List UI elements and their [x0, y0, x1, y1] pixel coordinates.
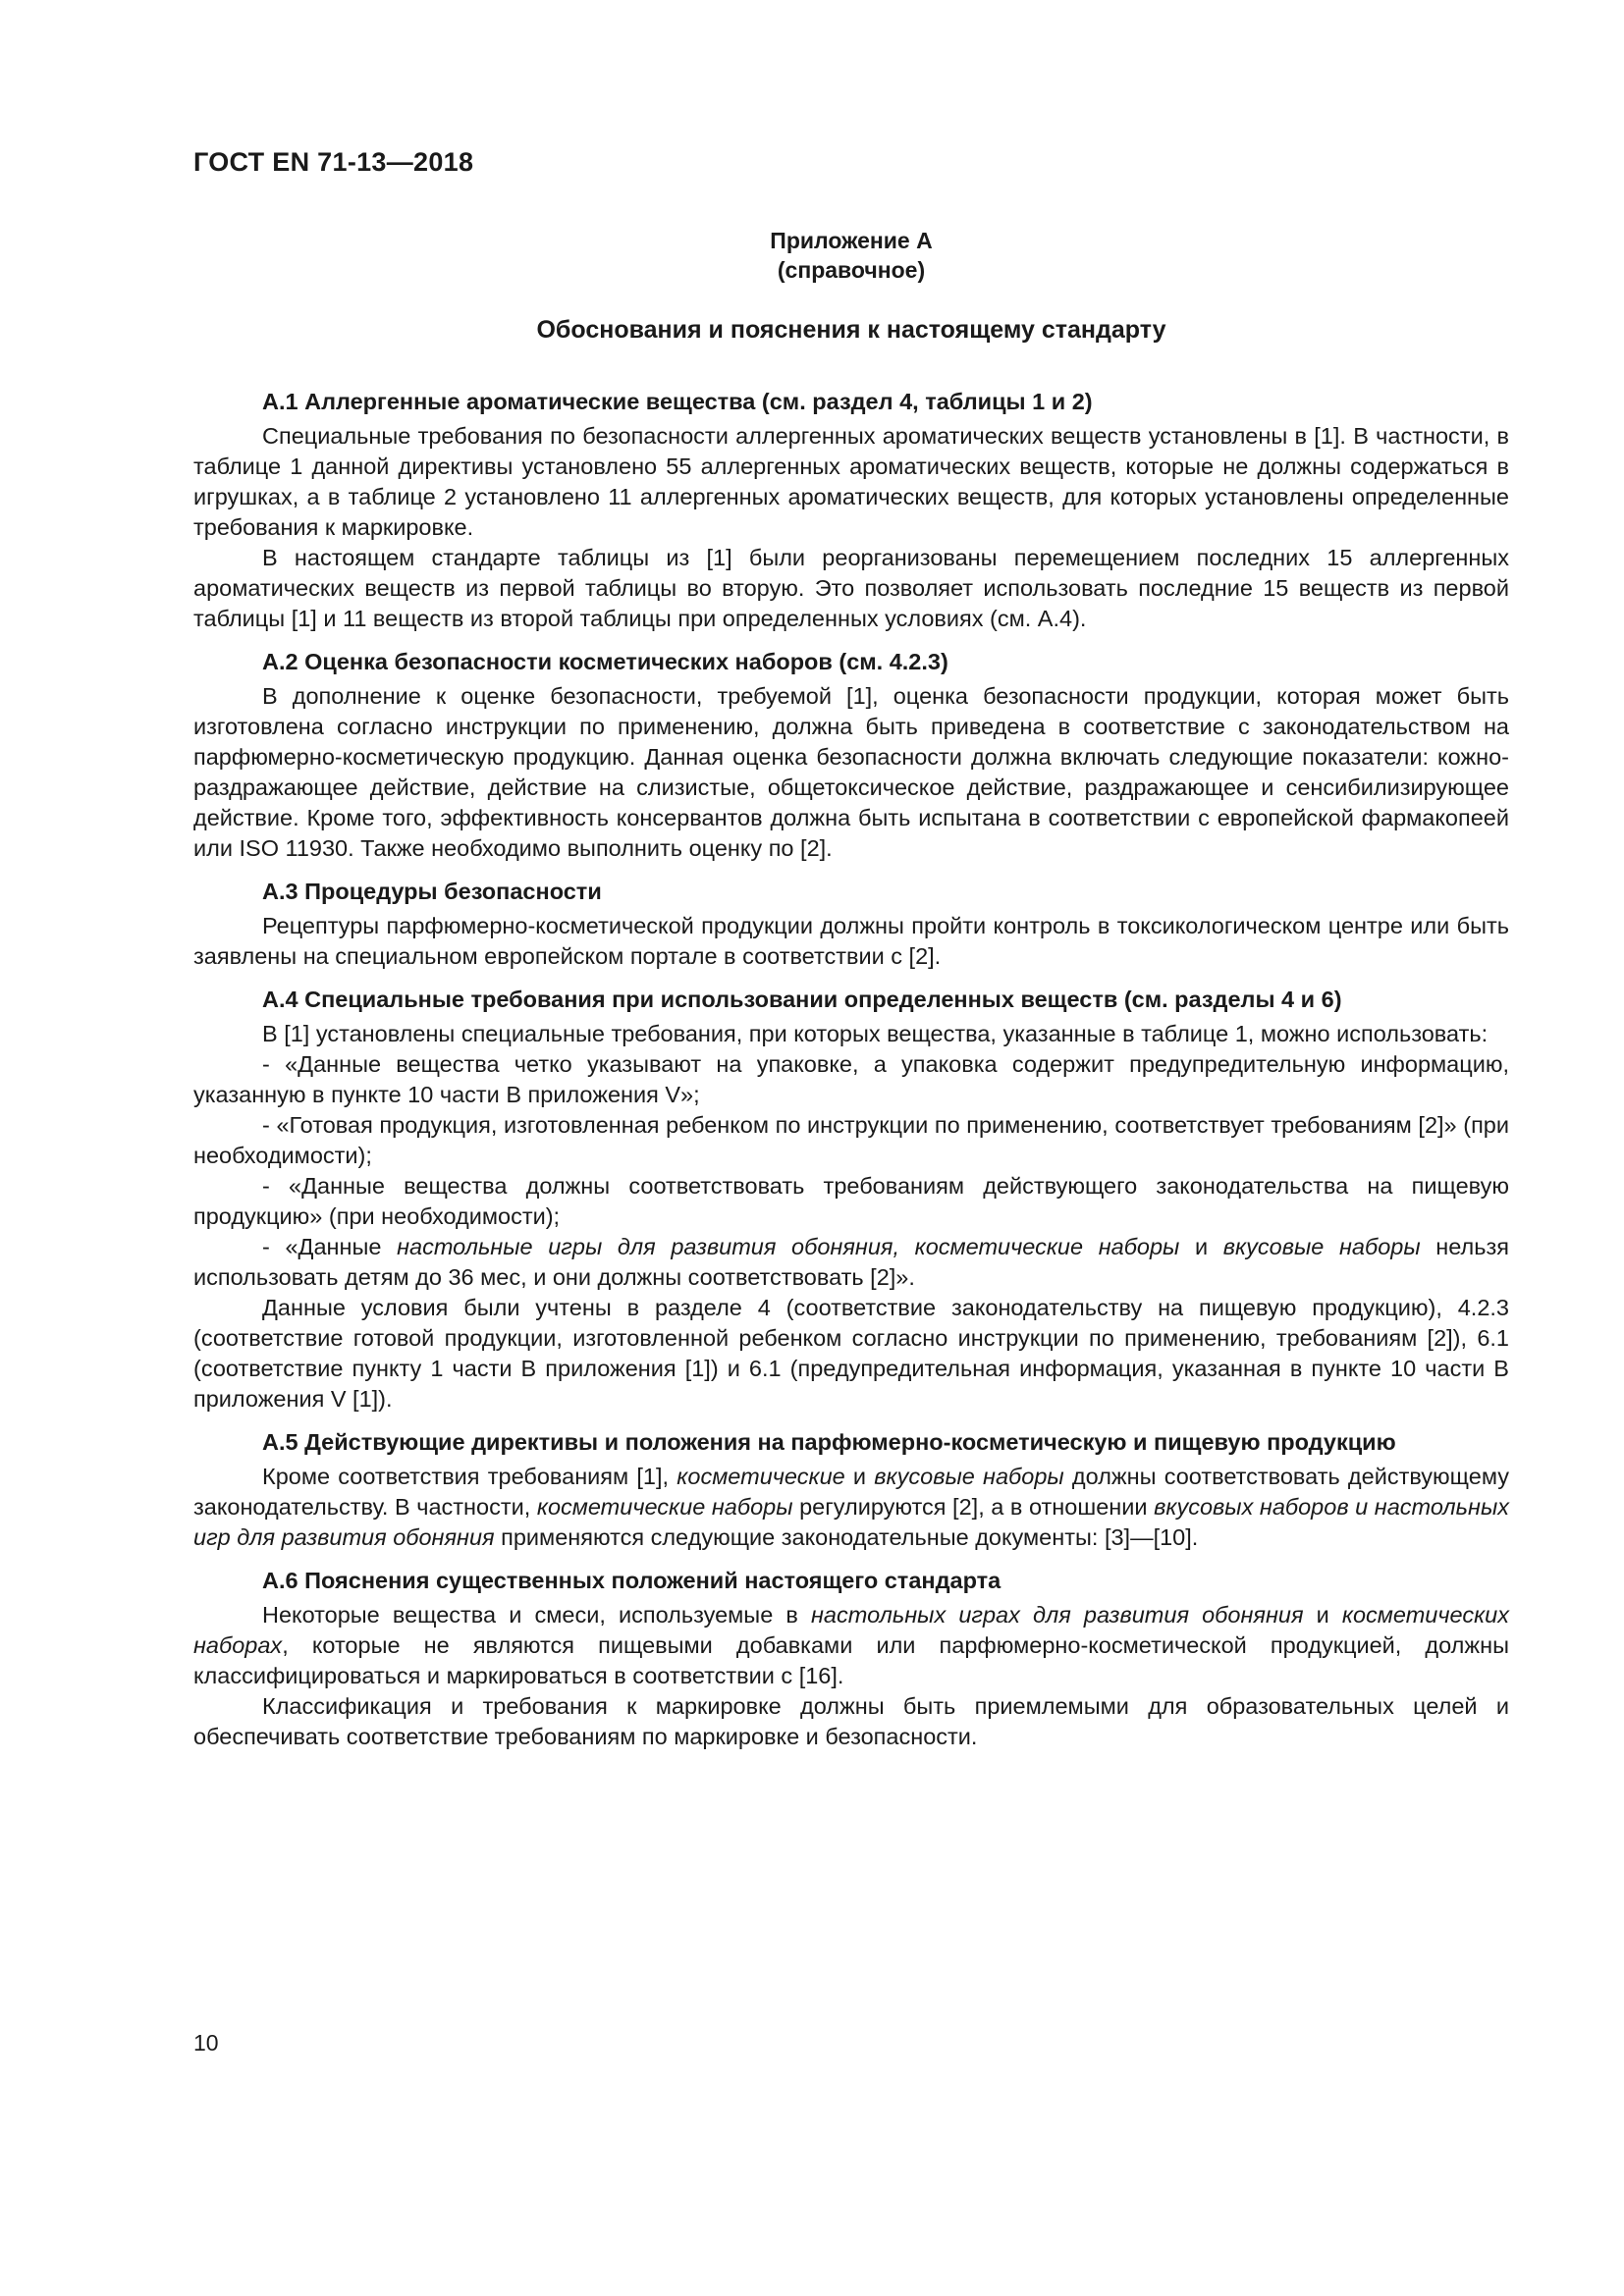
text-run: и — [844, 1464, 875, 1489]
text-run: - «Данные — [262, 1234, 398, 1259]
paragraph — [193, 1171, 1509, 1232]
text-run: и — [1179, 1234, 1223, 1259]
text-run: Рецептуры парфюмерно-косметической продукции должны пройти контроль в токсикологическом центре или быть заявлены на специальном европейском портале в соответствии с [2]. — [193, 913, 1509, 969]
text-run: Классификация и требования к маркировке должны быть приемлемыми для образовательных целей и обеспечивать соответствие требованиям по маркировке и безопасности. — [193, 1693, 1509, 1749]
italic-text-run: вкусовые наборы — [1222, 1234, 1421, 1259]
italic-text-run: косметические — [677, 1464, 845, 1489]
appendix-content — [193, 387, 1509, 1752]
paragraph — [193, 1462, 1509, 1553]
text-run: должны соответствовать действующему законодательству. В частности, — [193, 1464, 1509, 1520]
section-heading: А.1 Аллергенные ароматические вещества (см. раздел 4, таблицы 1 и 2) — [262, 389, 1093, 414]
paragraph — [193, 1110, 1509, 1171]
text-run: В [1] установлены специальные требования, при которых вещества, указанные в таблице 1, можно использовать: — [262, 1021, 1489, 1046]
text-run: , которые не являются пищевыми добавками или парфюмерно-косметической продукцией, должны классифицироваться и маркироваться в соответствии с [16]. — [193, 1632, 1509, 1688]
italic-text-run: вкусовых наборов и настольных игр для развития обоняния — [193, 1494, 1509, 1550]
paragraph — [193, 1049, 1509, 1110]
text-run: Кроме соответствия требованиям [1], — [262, 1464, 677, 1489]
appendix-label: Приложение А — [770, 228, 933, 253]
italic-text-run: косметических наборах — [193, 1602, 1510, 1658]
text-run: - «Данные вещества четко указывают на упаковке, а упаковка содержит предупредительную информацию, указанную в пункте 10 части В приложения V»; — [193, 1051, 1509, 1107]
italic-text-run: вкусовые наборы — [874, 1464, 1064, 1489]
italic-text-run: косметические наборы — [536, 1494, 793, 1520]
paragraph — [193, 911, 1509, 972]
paragraph — [193, 1691, 1509, 1752]
paragraph — [193, 1232, 1509, 1293]
italic-text-run: настольных играх для развития обоняния — [811, 1602, 1304, 1628]
page-number: 10 — [193, 2030, 219, 2056]
text-run: - «Готовая продукция, изготовленная ребенком по инструкции по применению, соответствует требованиям [2]» (при необходимости); — [193, 1112, 1509, 1168]
appendix-label-block — [193, 226, 1509, 285]
italic-text-run: настольные игры для развития обоняния, косметические наборы — [397, 1234, 1180, 1259]
paragraph — [193, 1019, 1509, 1049]
text-run: Данные условия были учтены в разделе 4 (соответствие законодательству на пищевую продукцию), 4.2.3 (соответствие готовой продукции, изготовленной ребенком согласно инструкции по применению, требованиям [2]), 6.1 (соответствие пункту 1 части В приложения [1]) и 6.1 (предупредительная информация, указанная в пункте 10 части В приложения V [1]). — [193, 1295, 1509, 1412]
paragraph — [193, 1293, 1509, 1415]
text-run: нельзя использовать детям до 36 мес, и они должны соответствовать [2]». — [193, 1234, 1510, 1290]
paragraph — [193, 421, 1509, 543]
text-run: Специальные требования по безопасности аллергенных ароматических веществ установлены в [1]. В частности, в таблице 1 данной директивы установлено 55 аллергенных ароматических веществ, которые не должны содержаться в игрушках, а в таблице 2 установлено 11 аллергенных ароматических веществ, для которых установлены определенные требования к маркировке. — [193, 423, 1509, 540]
appendix-status: (справочное) — [777, 257, 926, 283]
paragraph — [193, 543, 1509, 634]
section-heading: А.2 Оценка безопасности косметических наборов (см. 4.2.3) — [262, 649, 948, 674]
section-heading: А.4 Специальные требования при использовании определенных веществ (см. разделы 4 и 6) — [262, 987, 1342, 1012]
section-heading: А.5 Действующие директивы и положения на парфюмерно-косметическую и пищевую продукцию — [262, 1429, 1396, 1455]
section-heading: А.6 Пояснения существенных положений настоящего стандарта — [262, 1568, 1001, 1593]
appendix-title: Обоснования и пояснения к настоящему стандарту — [536, 316, 1166, 344]
document-code-header: ГОСТ EN 71-13—2018 — [193, 147, 474, 177]
text-run: - «Данные вещества должны соответствовать требованиям действующего законодательства на пищевую продукцию» (при необходимости); — [193, 1173, 1509, 1229]
text-run: Некоторые вещества и смеси, используемые в — [262, 1602, 811, 1628]
text-run: применяются следующие законодательные документы: [3]—[10]. — [494, 1524, 1199, 1550]
text-run: регулируются [2], а в отношении — [792, 1494, 1155, 1520]
section-heading: А.3 Процедуры безопасности — [262, 879, 602, 904]
text-run: В настоящем стандарте таблицы из [1] были реорганизованы перемещением последних 15 аллергенных ароматических веществ из первой таблицы во вторую. Это позволяет использовать последние 15 веществ из первой таблицы [1] и 11 веществ из второй таблицы при определенных условиях (см. А.4). — [193, 545, 1509, 631]
text-run: В дополнение к оценке безопасности, требуемой [1], оценка безопасности продукции, которая может быть изготовлена согласно инструкции по применению, должна быть приведена в соответствие с законодательством на парфюмерно-косметическую продукцию. Данная оценка безопасности должна включать следующие показатели: кожно-раздражающее действие, действие на слизистые, общетоксическое действие, раздражающее и сенсибилизирующее действие. Кроме того, эффективность консервантов должна быть испытана в соответствии с европейской фармакопеей или ISO 11930. Также необходимо выполнить оценку по [2]. — [193, 683, 1509, 861]
paragraph — [193, 681, 1509, 864]
text-run: и — [1303, 1602, 1342, 1628]
paragraph — [193, 1600, 1509, 1691]
